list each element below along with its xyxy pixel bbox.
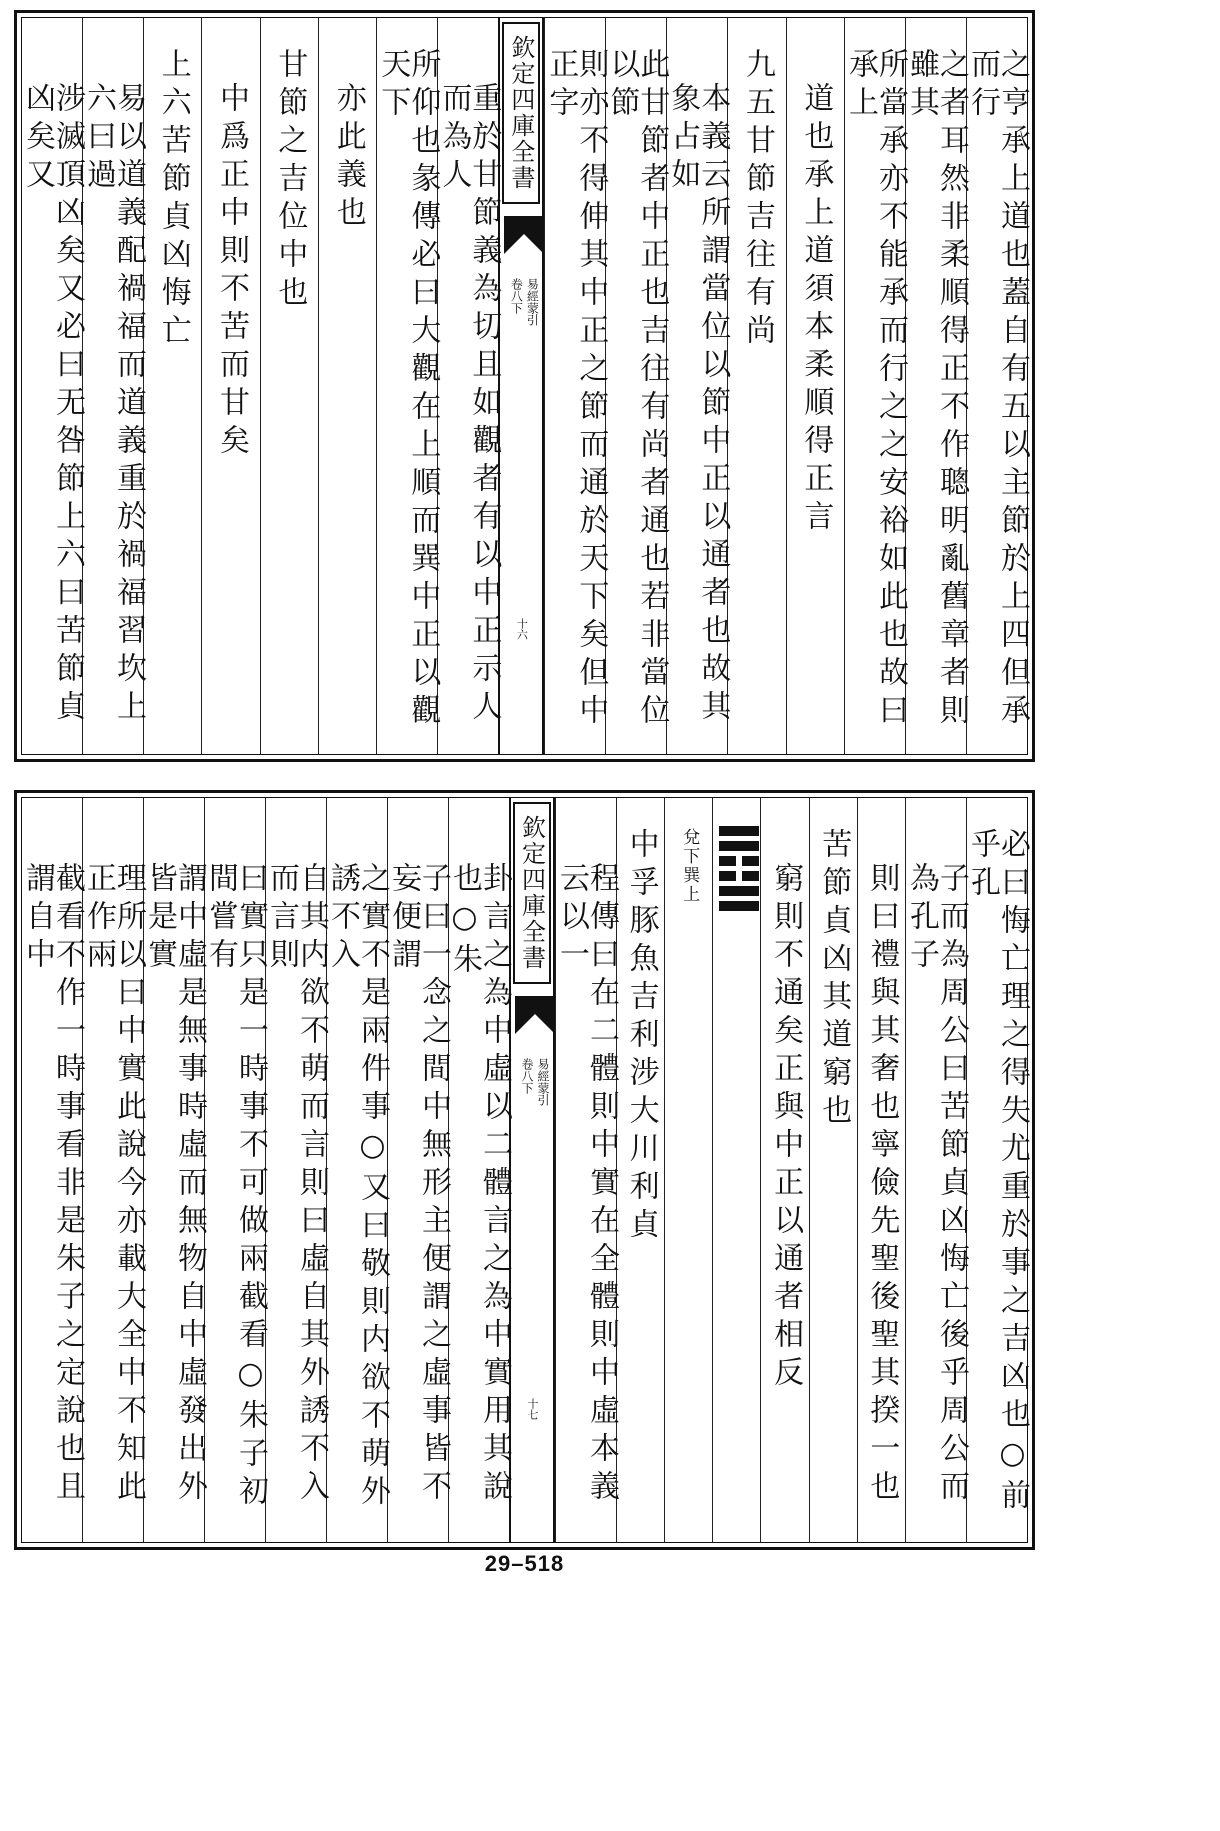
collection-title: 欽定四庫全書 <box>513 802 551 984</box>
text-column: 則曰禮與其奢也寧儉先聖後聖其揆一也 <box>857 798 905 1542</box>
hexagram-column <box>712 798 760 1542</box>
text-column-heading: 上六苦節貞凶悔亡 <box>143 18 201 754</box>
upper-page-columns <box>20 18 1030 754</box>
text-column: 截看不作一時事看非是朱子之定說也且謂自中 <box>19 862 85 1508</box>
text-column: 窮則不通矣正與中正以通者相反 <box>760 798 808 1542</box>
text-column: 謂中虛是無事時虛而無物自中虛發出外皆是實 <box>143 798 204 1542</box>
fish-tail-ornament-icon <box>504 216 544 254</box>
zhongfu-hexagram-icon <box>717 824 761 914</box>
center-fold-band <box>509 798 555 1542</box>
page-number: 29–518 <box>484 1551 565 1576</box>
book-title: 易經蒙引 <box>525 278 540 326</box>
folio-number: 十七 <box>525 1398 539 1420</box>
lower-page-inner-frame <box>21 797 1028 1543</box>
center-fold-band <box>498 18 544 754</box>
text-column: 理所以曰中實此說今亦載大全中不知此正作兩 <box>82 798 143 1542</box>
text-column-heading: 九五甘節吉往有尚 <box>727 18 785 754</box>
text-column: 程傳曰在二體則中實在全體則中虛本義云以一 <box>555 798 616 1542</box>
text-column: 亦此義也 <box>318 18 376 754</box>
upper-page-inner-frame <box>21 17 1028 755</box>
collection-title: 欽定四庫全書 <box>502 22 540 204</box>
trigram-upper-label: 巽上 <box>679 866 700 904</box>
band-subtitle <box>513 1058 551 1228</box>
text-column: 子而為周公曰苦節貞凶悔亡後乎周公而為孔子 <box>905 798 966 1542</box>
volume-label: 卷八下 <box>519 1058 534 1094</box>
text-column: 必曰悔亡理之得失尤重於事之吉凶也○前乎孔 <box>966 798 1027 1542</box>
text-column: 之亨承上道也蓋自有五以主節於上四但承而行 <box>966 18 1027 754</box>
fish-tail-ornament-icon <box>515 996 555 1034</box>
text-column: 此甘節者中正也吉往有尚者通也若非當位以節 <box>605 18 666 754</box>
trigram-lower-label: 兌下 <box>679 828 700 866</box>
text-column: 則亦不得伸其中正之節而通於天下矣但中正字 <box>544 18 605 754</box>
text-column: 子曰一念之間中無形主便謂之虛事皆不妄便謂 <box>387 798 448 1542</box>
volume-label: 卷八下 <box>509 278 524 314</box>
lower-page-panel <box>14 790 1035 1550</box>
lower-page-columns <box>19 798 1030 1542</box>
band-subtitle <box>502 278 540 448</box>
text-column: 曰實只是一時事不可做兩截看○朱子初間嘗有 <box>204 798 265 1542</box>
text-column: 重於甘節義為切且如觀者有以中正示人而為人 <box>437 18 498 754</box>
text-column: 易以道義配禍福而道義重於禍福習坎上六曰過 <box>82 18 143 754</box>
text-column-heading: 苦節貞凶其道窮也 <box>809 798 857 1542</box>
text-column: 之實不是兩件事○又曰敬則内欲不萌外誘不入 <box>326 798 387 1542</box>
text-column: 涉滅頂凶矣又必曰无咎節上六曰苦節貞凶矣又 <box>20 82 86 728</box>
trigram-label-column <box>664 798 712 1542</box>
text-column: 所當承亦不能承而行之之安裕如此也故曰承上 <box>844 18 905 754</box>
folio-number: 十六 <box>515 618 529 640</box>
text-column: 卦言之為中虛以二體言之為中實用其說也○朱 <box>448 798 509 1542</box>
text-column: 之者耳然非柔順得正不作聰明亂舊章者則雖其 <box>905 18 966 754</box>
text-column: 中爲正中則不苦而甘矣 <box>201 18 259 754</box>
text-column: 道也承上道須本柔順得正言 <box>786 18 844 754</box>
upper-page-panel <box>14 10 1035 762</box>
text-column: 所仰也彖傳必曰大觀在上順而巽中正以觀天下 <box>376 18 437 754</box>
book-title: 易經蒙引 <box>535 1058 550 1106</box>
text-column-heading: 中孚豚魚吉利涉大川利貞 <box>616 798 664 1542</box>
text-column: 本義云所謂當位以節中正以通者也故其象占如 <box>666 18 727 754</box>
text-column: 自其内欲不萌而言則曰虛自其外誘不入而言則 <box>265 798 326 1542</box>
text-column-heading: 甘節之吉位中也 <box>260 18 318 754</box>
